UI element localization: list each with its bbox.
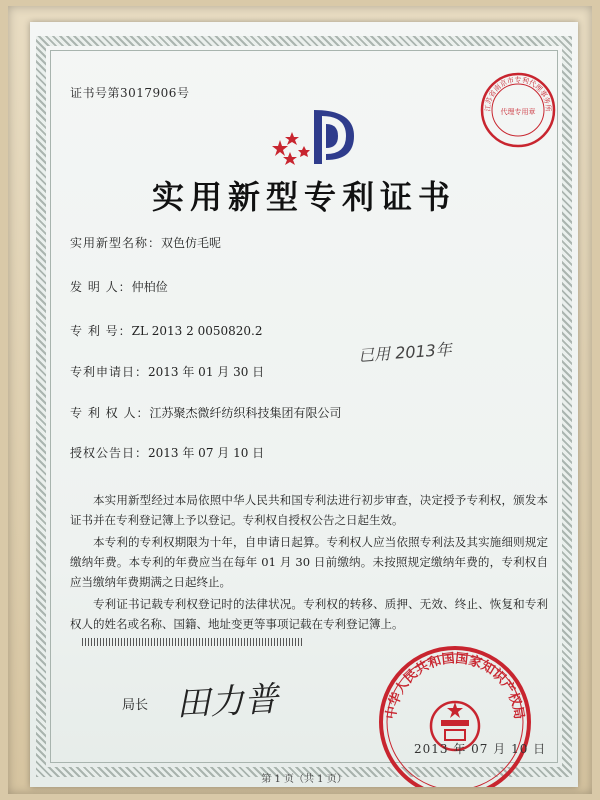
director-label: 局长 — [122, 698, 149, 713]
barcode — [82, 638, 302, 646]
field-value: 江苏聚杰微纤纺织科技集团有限公司 — [149, 406, 342, 420]
field-label: 专 利 权 人： — [70, 406, 150, 420]
field-label: 发 明 人： — [70, 280, 132, 294]
patent-office-logo-icon — [270, 102, 360, 172]
director-signature — [170, 670, 320, 730]
field-patent-number — [70, 322, 262, 339]
certificate-body — [70, 490, 548, 636]
field-value: 2013 年 07 月 10 日 — [148, 446, 265, 460]
body-paragraph: 本专利的专利权期限为十年，自申请日起算。专利权人应当依照专利法及其实施细则规定缴纳年费。本专利的年费应当在每年 01 月 30 日前缴纳。未按照规定缴纳年费的，专利权自应当缴纳年费期满之日起终止。 — [70, 535, 548, 589]
body-paragraph: 本实用新型经过本局依照中华人民共和国专利法进行初步审查，决定授予专利权，颁发本证书并在专利登记簿上予以登记。专利权自授权公告之日起生效。 — [70, 493, 548, 527]
field-value: 仲柏俭 — [131, 280, 168, 294]
svg-text:田力普: 田力普 — [175, 679, 280, 725]
field-label: 专 利 号： — [70, 324, 132, 338]
certificate-number: 证书号第3017906号 — [70, 86, 190, 100]
field-patentee — [70, 404, 341, 421]
field-label: 实用新型名称： — [70, 236, 162, 250]
field-value: 2013 年 01 月 30 日 — [148, 365, 265, 379]
field-label: 专利申请日： — [70, 365, 149, 379]
svg-text:中华人民共和国国家知识产权局: 中华人民共和国国家知识产权局 — [383, 651, 527, 721]
field-grant-date — [70, 444, 264, 461]
field-inventor — [70, 278, 168, 295]
field-utility-name — [70, 234, 221, 251]
certificate-paper — [30, 22, 578, 787]
certificate-title: 实用新型专利证书 — [151, 178, 456, 216]
body-paragraph: 专利证书记载专利权登记时的法律状况。专利权的转移、质押、无效、终止、恢复和专利权人的姓名或名称、国籍、地址变更等事项记载在专利登记簿上。 — [70, 597, 548, 631]
office-seal-icon — [375, 642, 535, 787]
svg-text:江苏省南京市专利代理事务所: 江苏省南京市专利代理事务所 — [483, 76, 553, 112]
agency-seal-icon — [478, 70, 558, 150]
field-application-date — [70, 363, 264, 380]
field-value: ZL 2013 2 0050820.2 — [131, 324, 263, 338]
page-indicator: 第 1 页（共 1 页） — [261, 774, 347, 785]
svg-text:代理专用章: 代理专用章 — [500, 108, 536, 116]
field-label: 授权公告日： — [70, 446, 149, 460]
field-value: 双色仿毛呢 — [161, 236, 222, 250]
seal-date: 2013 年 07 月 10 日 — [414, 742, 547, 756]
handwritten-note: 已用 2013年 — [357, 339, 453, 366]
